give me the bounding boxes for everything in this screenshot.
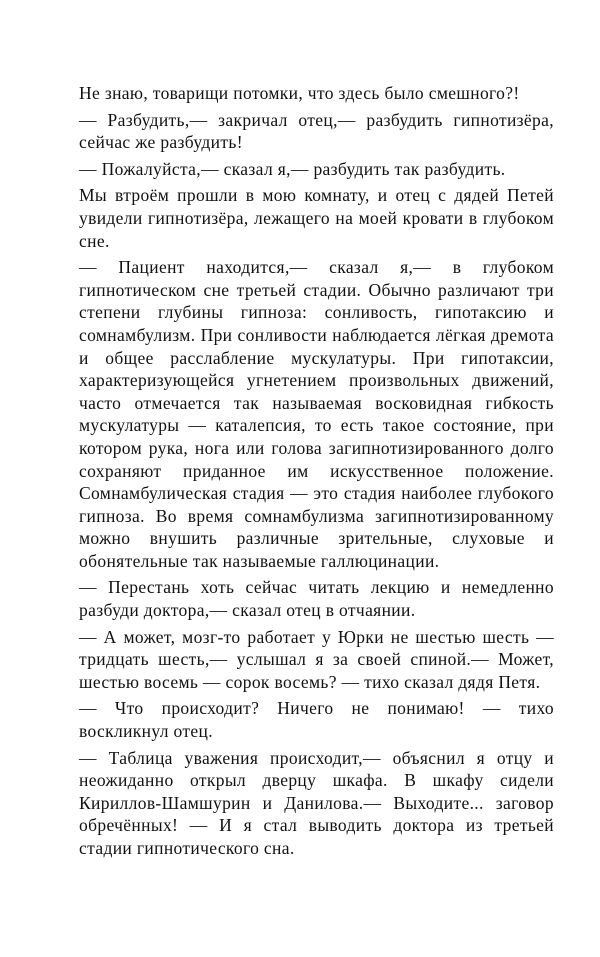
paragraph-9: — Таблица уважения происходит,— объяснил я отцу и неожиданно открыл дверцу шкафа. В шкафу сидели Кириллов-Шамшурин и Данилова.— Выходите... заговор обречённых! — И я стал выводить доктора из третьей стадии гипнотического сна. xyxy=(79,747,554,858)
paragraph-3: — Пожалуйста,— сказал я,— разбудить так разбудить. xyxy=(79,158,506,179)
book-page xyxy=(79,82,554,864)
paragraph-2: — Разбудить,— закричал отец,— разбудить гипнотизёра, сейчас же разбудить! xyxy=(79,109,554,153)
paragraph-7: — А может, мозг-то работает у Юрки не шестью шесть — тридцать шесть,— услышал я за своей спиной.— Может, шестью восемь — сорок восемь? — тихо сказал дядя Петя. xyxy=(79,626,554,692)
paragraph-1: Не знаю, товарищи потомки, что здесь было смешного?! xyxy=(79,83,520,103)
paragraph-5: — Пациент находится,— сказал я,— в глубоком гипнотическом сне третьей стадии. Обычно различают три степени глубины гипноза: сонливость, гипотаксию и сомнамбулизм. При сонливости наблюдается лёгкая дремота и общее расслабление мускулатуры. При гипотаксии, характеризующейся угнетением произвольных движений, часто отмечается так называемая восковидная гибкость мускулатуры — каталепсия, то есть такое состояние, при котором рука, нога или голова загипнотизированного долго сохраняют приданное им искусственное положение. Сомнамбулическая стадия — это стадия наиболее глубокого гипноза. Во время сомнамбулизма загипнотизированному можно внушить различные зрительные, слуховые и обонятельные так называемые галлюцинации. xyxy=(79,257,554,571)
paragraph-6: — Перестань хоть сейчас читать лекцию и немедленно разбуди доктора,— сказал отец в отчаянии. xyxy=(79,577,554,621)
paragraph-8: — Что происходит? Ничего не понимаю! — тихо воскликнул отец. xyxy=(79,698,554,742)
paragraph-4: Мы втроём прошли в мою комнату, и отец с дядей Петей увидели гипнотизёра, лежащего на моей кровати в глубоком сне. xyxy=(79,185,554,251)
